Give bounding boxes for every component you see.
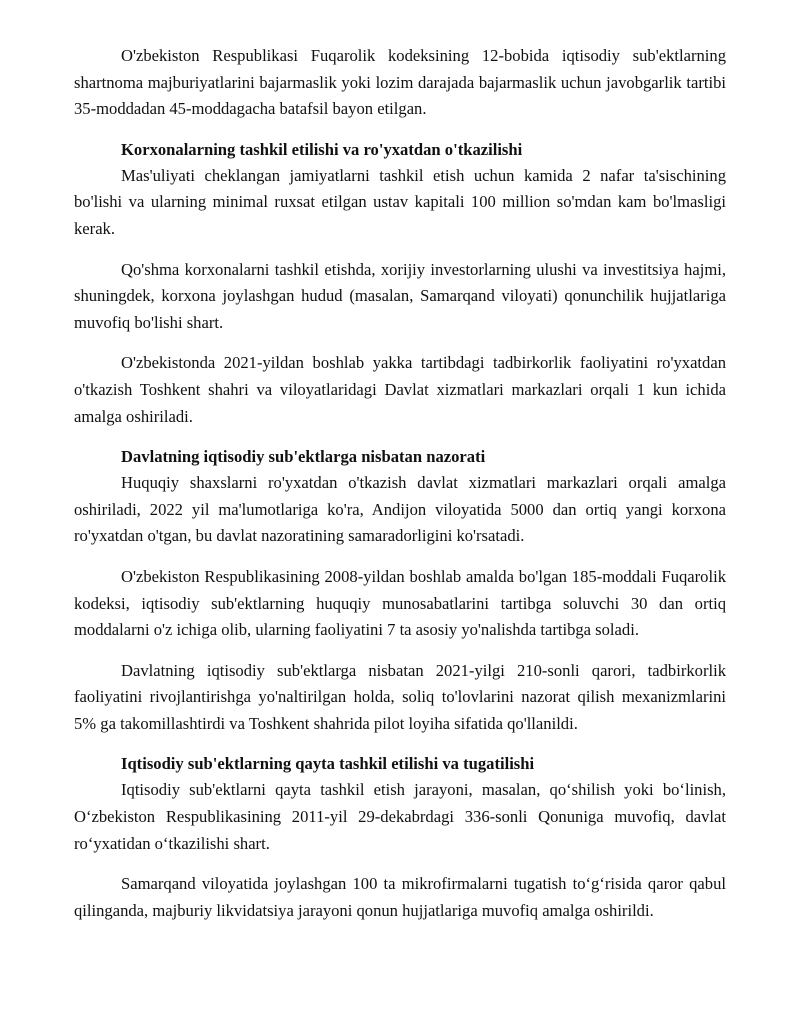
paragraph-legal-entity-registration: Huquqiy shaxslarni ro'yxatdan o'tkazish davlat xizmatlari markazlari orqali amalga oshiriladi, 2022 yil ma'lumotlariga ko'ra, Andijon viloyatida 5000 dan ortiq yangi korxona ro'yxatdan o'tgan, bu davlat nazoratining samaradorligini ko'rsatadi. — [74, 473, 726, 546]
section-heading-reorganization-liquidation: Iqtisodiy sub'ektlarning qayta tashkil etilishi va tugatilishi — [121, 754, 535, 774]
paragraph-reorganization-process: Iqtisodiy sub'ektlarni qayta tashkil etish jarayoni, masalan, qo‘shilish yoki bo‘linish, O‘zbekiston Respublikasining 2011-yil 29-dekabrdagi 336-sonli Qonuniga muvofiq, davlat ro‘yxatidan o‘tkazilishi shart. — [74, 780, 726, 853]
paragraph-resolution-210: Davlatning iqtisodiy sub'ektlarga nisbatan 2021-yilgi 210-sonli qarori, tadbirkorlik faoliyatini rivojlantirishga yo'naltirilgan holda, soliq to'lovlarini nazorat qilish mexanizmlarini 5% ga takomillashtirdi va Toshkent shahrida pilot loyiha sifatida qo'llanildi. — [74, 660, 726, 733]
paragraph-microfirm-liquidation: Samarqand viloyatida joylashgan 100 ta mikrofirmalarni tugatish to‘g‘risida qaror qabul qilinganda, majburiy likvidatsiya jarayoni qonun hujjatlariga muvofiq amalga oshirildi. — [74, 874, 726, 920]
paragraph-civil-code-liability: O'zbekiston Respublikasi Fuqarolik kodeksining 12-bobida iqtisodiy sub'ektlarning shartnoma majburiyatlarini bajarmaslik yoki lozim darajada bajarmaslik uchun javobgarlik tartibi 35-moddadan 45-moddagacha batafsil bayon etilgan. — [74, 46, 726, 119]
paragraph-sole-proprietor-registration: O'zbekistonda 2021-yildan boshlab yakka tartibdagi tadbirkorlik faoliyatini ro'yxatdan o'tkazish Toshkent shahri va viloyatlaridagi Davlat xizmatlari markazlari orqali 1 kun ichida amalga oshiriladi. — [74, 353, 726, 426]
paragraph-joint-ventures: Qo'shma korxonalarni tashkil etishda, xorijiy investorlarning ulushi va investitsiya hajmi, shuningdek, korxona joylashgan hudud (masalan, Samarqand viloyati) qonunchilik hujjatlariga muvofiq bo'lishi shart. — [74, 259, 726, 332]
paragraph-llc-requirements: Mas'uliyati cheklangan jamiyatlarni tashkil etish uchun kamida 2 nafar ta'sischining bo'lishi va ularning minimal ruxsat etilgan ustav kapitali 100 million so'mdan kam bo'lmasligi kerak. — [74, 165, 726, 238]
section-heading-enterprise-registration: Korxonalarning tashkil etilishi va ro'yxatdan o'tkazilishi — [121, 139, 523, 159]
paragraph-civil-code-2008: O'zbekiston Respublikasining 2008-yildan boshlab amalda bo'lgan 185-moddali Fuqarolik kodeksi, iqtisodiy sub'ektlarning huquqiy munosabatlarini tartibga soluvchi 30 dan ortiq moddalarni o'z ichiga olib, ularning faoliyatini 7 ta asosiy yo'nalishda tartibga soladi. — [74, 566, 726, 640]
section-heading-state-control: Davlatning iqtisodiy sub'ektlarga nisbatan nazorati — [121, 447, 486, 467]
